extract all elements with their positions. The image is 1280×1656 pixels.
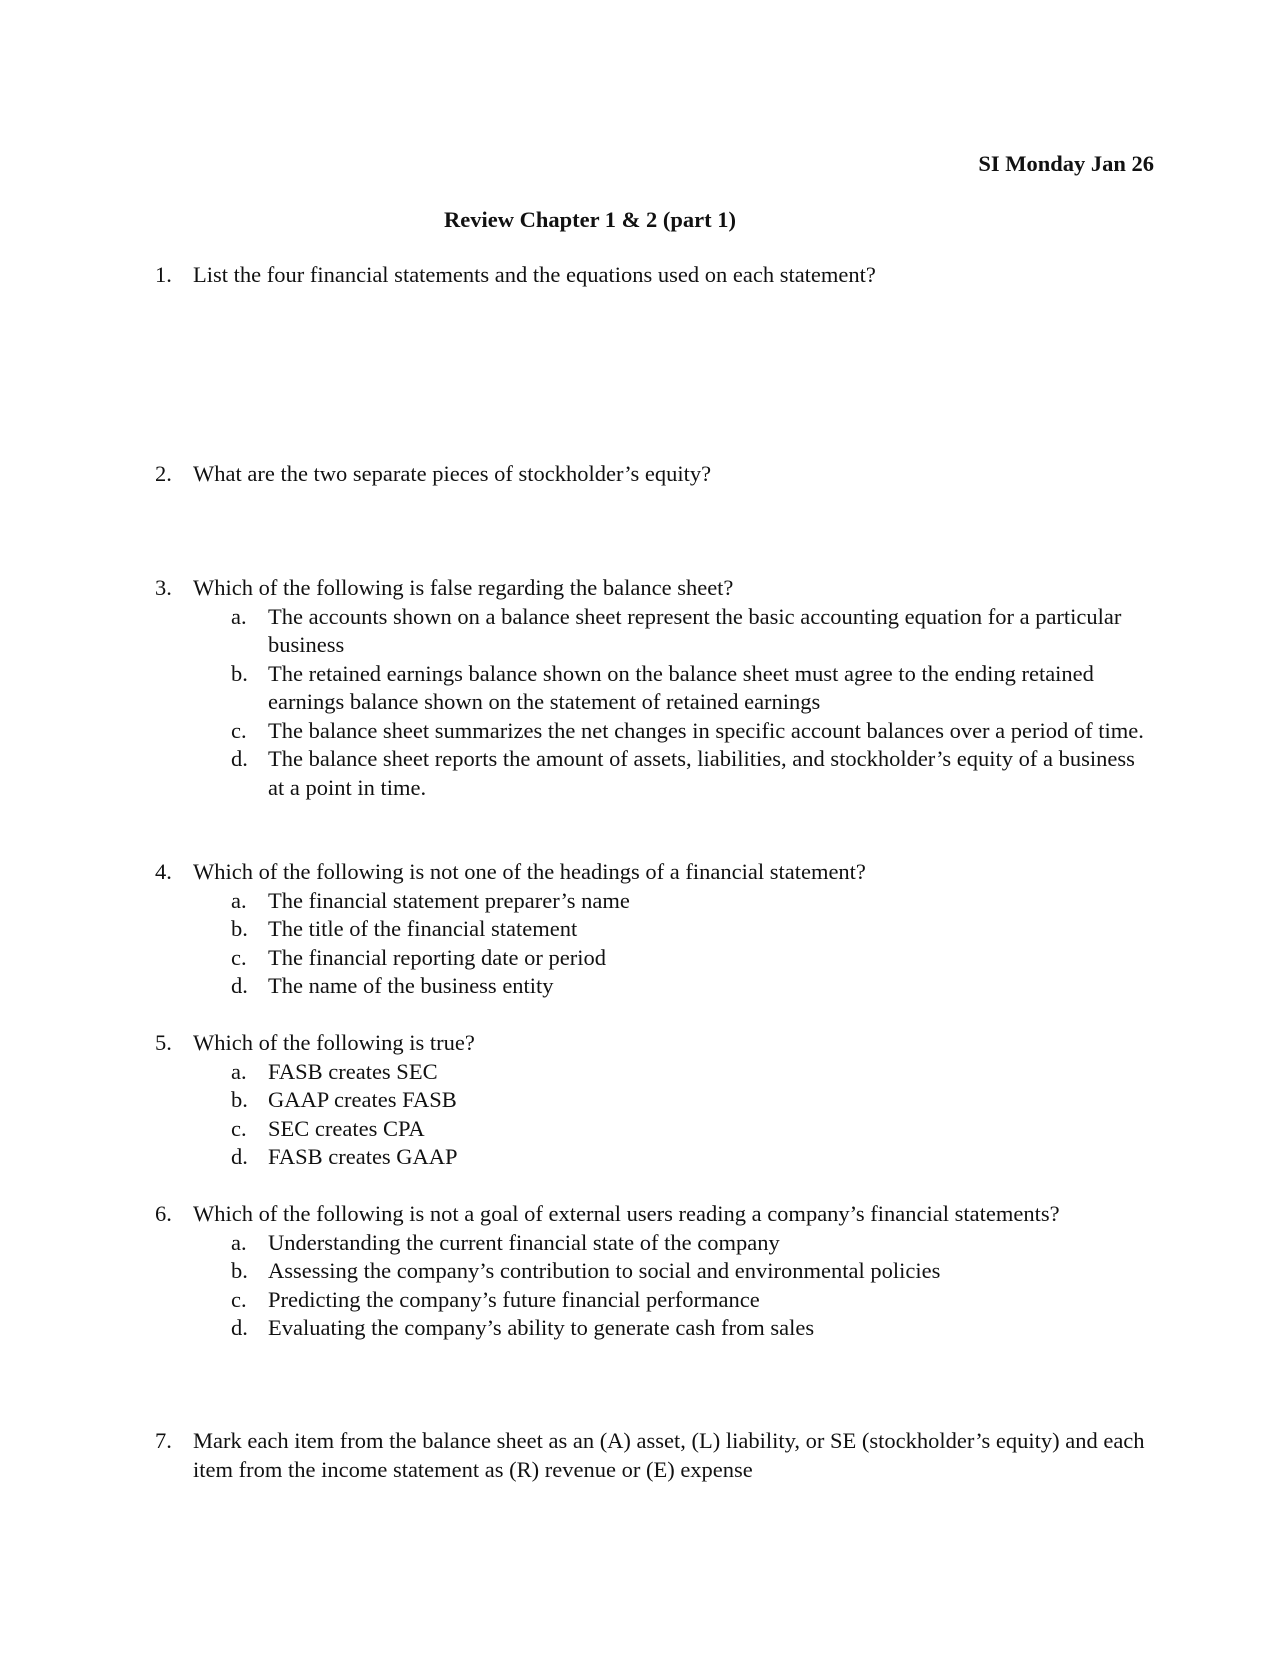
question-6 [155,1200,1155,1343]
option-d [155,745,1155,802]
option-text: The name of the business entity [268,973,554,998]
option-letter: d. [231,746,248,771]
question-1 [155,261,1155,290]
option-list [155,887,1155,1001]
option-letter: c. [231,944,247,970]
option-letter: a. [231,887,247,913]
option-text: SEC creates CPA [268,1115,425,1141]
option-text: The balance sheet reports the amount of assets, liabilities, and stockholder’s equity of a business at a point in time. [268,746,1135,800]
question-text: Mark each item from the balance sheet as an (A) asset, (L) liability, or SE (stockholder’s equity) and each item from the income statement as (R) revenue or (E) expense [193,1428,1145,1482]
option-b [155,915,1155,944]
question-5 [155,1029,1155,1172]
question-2 [155,460,1155,489]
question-4 [155,858,1155,1001]
option-d [155,972,1155,1001]
question-text: What are the two separate pieces of stockholder’s equity? [193,461,712,486]
option-text: Assessing the company’s contribution to social and environmental policies [268,1258,941,1283]
option-b [155,1257,1155,1286]
question-3 [155,574,1155,802]
option-c [155,1286,1155,1315]
option-letter: b. [231,916,248,941]
question-text: Which of the following is true? [193,1030,475,1055]
question-number: 4. [155,859,172,884]
option-letter: b. [231,1258,248,1283]
question-text: List the four financial statements and the equations used on each statement? [193,262,876,287]
option-d [155,1143,1155,1172]
option-c [155,1115,1155,1144]
option-list [155,1058,1155,1172]
page-title: Review Chapter 1 & 2 (part 1) [443,207,737,232]
question-number: 3. [155,575,172,600]
option-letter: a. [231,1058,247,1084]
option-text: FASB creates SEC [268,1058,438,1084]
option-letter: d. [231,1144,248,1169]
question-number: 2. [155,461,172,486]
option-a [155,1058,1155,1087]
question-text: Which of the following is not a goal of external users reading a company’s financial statements? [193,1201,1060,1226]
option-text: The title of the financial statement [268,916,578,941]
option-text: Understanding the current financial state of the company [268,1229,780,1255]
option-a [155,1229,1155,1258]
option-letter: a. [231,603,247,629]
option-c [155,717,1155,746]
option-letter: d. [231,1315,248,1340]
option-letter: d. [231,973,248,998]
option-b [155,660,1155,717]
option-letter: b. [231,660,248,686]
option-letter: c. [231,1115,247,1141]
option-list [155,603,1155,803]
option-letter: b. [231,1087,248,1112]
option-list [155,1229,1155,1343]
header-date: SI Monday Jan 26 [978,151,1154,176]
option-letter: c. [231,1286,247,1312]
option-letter: c. [231,717,247,743]
option-text: The balance sheet summarizes the net changes in specific account balances over a period of time. [268,717,1144,743]
question-number: 6. [155,1201,172,1226]
option-text: GAAP creates FASB [268,1087,457,1112]
question-text: Which of the following is not one of the headings of a financial statement? [193,859,866,884]
option-a [155,603,1155,660]
option-text: Evaluating the company’s ability to generate cash from sales [268,1315,815,1340]
question-number: 5. [155,1030,172,1055]
option-c [155,944,1155,973]
option-text: The retained earnings balance shown on the balance sheet must agree to the ending retained earnings balance shown on the statement of retained earnings [268,660,1094,714]
option-text: The financial statement preparer’s name [268,887,630,913]
option-d [155,1314,1155,1343]
option-text: FASB creates GAAP [268,1144,458,1169]
option-text: The accounts shown on a balance sheet represent the basic accounting equation for a particular business [268,603,1122,657]
question-number: 7. [155,1428,172,1453]
option-letter: a. [231,1229,247,1255]
question-text: Which of the following is false regarding the balance sheet? [193,575,734,600]
option-text: Predicting the company’s future financial performance [268,1286,760,1312]
question-number: 1. [155,262,172,287]
option-a [155,887,1155,916]
option-text: The financial reporting date or period [268,944,606,970]
option-b [155,1086,1155,1115]
question-7 [155,1427,1155,1484]
